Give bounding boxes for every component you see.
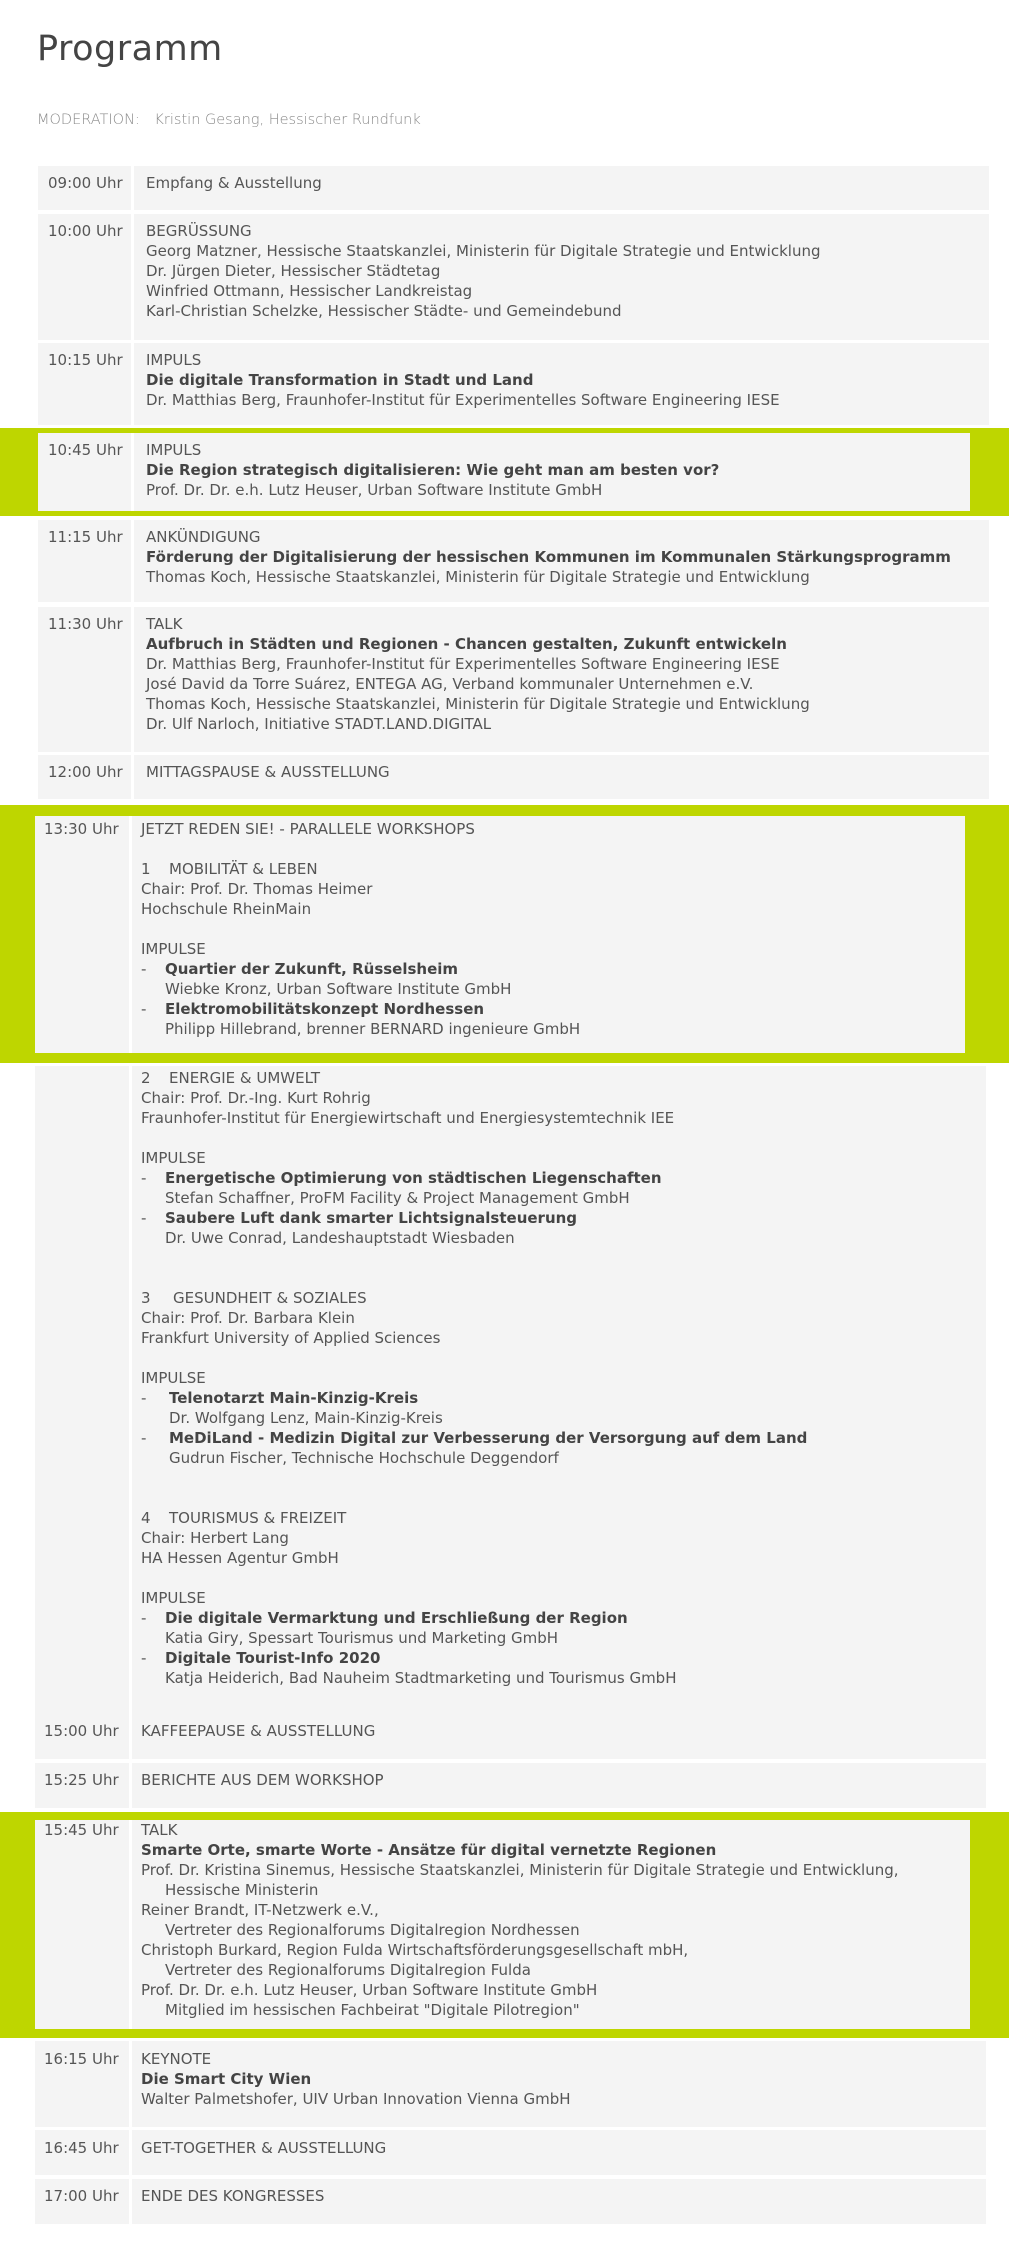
schedule-row [35, 1763, 986, 1808]
time-label: 15:45 Uhr [44, 1821, 119, 1839]
workshop-number: 3 [141, 1289, 151, 1307]
schedule-row [38, 214, 989, 340]
speaker-line: Karl-Christian Schelzke, Hessischer Städte- und Gemeindebund [146, 302, 622, 320]
schedule-row [35, 1820, 970, 2029]
speaker-line: Georg Matzner, Hessische Staatskanzlei, Ministerin für Digitale Strategie und Entwicklung [146, 242, 821, 260]
workshop-title: MOBILITÄT & LEBEN [169, 860, 318, 878]
entry-type: IMPULS [146, 441, 202, 459]
time-label: 12:00 Uhr [48, 763, 123, 781]
speaker-line: Prof. Dr. Dr. e.h. Lutz Heuser, Urban Software Institute GmbH [146, 481, 603, 499]
schedule-row [38, 755, 989, 799]
workshop-number: 1 [141, 860, 151, 878]
schedule-row [38, 166, 989, 210]
impulse-item [141, 1428, 980, 1448]
impulse-speaker: Wiebke Kronz, Urban Software Institute GmbH [165, 980, 512, 998]
entry-type: ANKÜNDIGUNG [146, 528, 261, 546]
workshop-heading [141, 1068, 980, 1088]
bullet: - [141, 1000, 147, 1018]
entry-type: JETZT REDEN SIE! - PARALLELE WORKSHOPS [141, 820, 475, 838]
entry-content [141, 819, 959, 1039]
speaker-line: Thomas Koch, Hessische Staatskanzlei, Ministerin für Digitale Strategie und Entwicklung [146, 695, 810, 713]
time-label: 10:15 Uhr [48, 351, 123, 369]
entry-title: Die Region strategisch digitalisieren: Wie geht man am besten vor? [146, 461, 720, 479]
workshop-institution: HA Hessen Agentur GmbH [141, 1549, 339, 1567]
schedule-row [35, 2179, 986, 2224]
impulse-item [141, 1608, 980, 1628]
moderation-label: MODERATION: [37, 112, 140, 128]
speaker-role: Vertreter des Regionalforums Digitalregion Fulda [165, 1961, 531, 1979]
impulse-speaker: Stefan Schaffner, ProFM Facility & Project Management GmbH [165, 1189, 630, 1207]
divider [131, 214, 134, 340]
entry-content [141, 2138, 980, 2158]
time-label: 17:00 Uhr [44, 2187, 119, 2205]
impulse-label: IMPULSE [141, 1369, 206, 1387]
impulse-item [141, 999, 959, 1019]
schedule-row [35, 2130, 986, 2175]
speaker-line: Thomas Koch, Hessische Staatskanzlei, Ministerin für Digitale Strategie und Entwicklung [146, 568, 810, 586]
entry-title: Förderung der Digitalisierung der hessischen Kommunen im Kommunalen Stärkungsprogramm [146, 548, 951, 566]
speaker-role: Vertreter des Regionalforums Digitalregion Nordhessen [165, 1921, 580, 1939]
impulse-label: IMPULSE [141, 940, 206, 958]
time-label: 10:45 Uhr [48, 441, 123, 459]
bullet: - [141, 1609, 147, 1627]
time-label: 09:00 Uhr [48, 174, 123, 192]
entry-line: ENDE DES KONGRESSES [141, 2187, 325, 2205]
entry-line: GET-TOGETHER & AUSSTELLUNG [141, 2139, 387, 2157]
page-title: Programm [37, 29, 223, 70]
divider [131, 607, 134, 752]
bullet: - [141, 1169, 147, 1187]
time-label: 16:45 Uhr [44, 2139, 119, 2157]
speaker-line: Walter Palmetshofer, UIV Urban Innovation Vienna GmbH [141, 2090, 571, 2108]
impulse-label: IMPULSE [141, 1149, 206, 1167]
entry-content [146, 440, 964, 500]
workshop-heading [141, 1508, 980, 1528]
impulse-title: Elektromobilitätskonzept Nordhessen [165, 1000, 485, 1018]
impulse-title: MeDiLand - Medizin Digital zur Verbesserung der Versorgung auf dem Land [169, 1429, 808, 1447]
divider [129, 816, 132, 1053]
workshop-institution: Frankfurt University of Applied Sciences [141, 1329, 441, 1347]
schedule-row [38, 607, 989, 752]
time-label: 10:00 Uhr [48, 222, 123, 240]
entry-type: KEYNOTE [141, 2050, 212, 2068]
impulse-label: IMPULSE [141, 1589, 206, 1607]
speaker-line: Dr. Matthias Berg, Fraunhofer-Institut für Experimentelles Software Engineering IESE [146, 391, 780, 409]
workshop-chair: Chair: Prof. Dr. Thomas Heimer [141, 880, 373, 898]
impulse-item [141, 1388, 980, 1408]
impulse-item [141, 959, 959, 979]
workshop-heading [141, 859, 959, 879]
impulse-speaker: Katja Heiderich, Bad Nauheim Stadtmarketing und Tourismus GmbH [165, 1669, 677, 1687]
divider [131, 755, 134, 799]
impulse-speaker: Dr. Uwe Conrad, Landeshauptstadt Wiesbaden [165, 1229, 515, 1247]
bullet: - [141, 1209, 147, 1227]
time-label: 16:15 Uhr [44, 2050, 119, 2068]
entry-content [141, 1068, 980, 1688]
entry-line: KAFFEEPAUSE & AUSSTELLUNG [141, 1722, 376, 1740]
bullet: - [141, 960, 147, 978]
entry-content [146, 173, 983, 193]
entry-content [146, 221, 983, 321]
workshop-title: GESUNDHEIT & SOZIALES [173, 1289, 367, 1307]
schedule-row [38, 520, 989, 602]
entry-type: TALK [146, 615, 183, 633]
entry-content [146, 762, 983, 782]
impulse-title: Quartier der Zukunft, Rüsselsheim [165, 960, 459, 978]
divider [131, 433, 134, 511]
schedule-row [38, 343, 989, 425]
entry-content [146, 527, 983, 587]
schedule-row [35, 816, 965, 1053]
impulse-title: Energetische Optimierung von städtischen Liegenschaften [165, 1169, 662, 1187]
entry-content [146, 614, 983, 734]
entry-title: Aufbruch in Städten und Regionen - Chancen gestalten, Zukunft entwickeln [146, 635, 787, 653]
time-label: 15:25 Uhr [44, 1771, 119, 1789]
time-label: 11:30 Uhr [48, 615, 123, 633]
time-label: 11:15 Uhr [48, 528, 123, 546]
impulse-item [141, 1208, 980, 1228]
entry-type: IMPULS [146, 351, 202, 369]
schedule-row [35, 1714, 986, 1759]
entry-line: BERICHTE AUS DEM WORKSHOP [141, 1771, 384, 1789]
impulse-speaker: Gudrun Fischer, Technische Hochschule Deggendorf [169, 1449, 559, 1467]
divider [131, 343, 134, 425]
impulse-title: Saubere Luft dank smarter Lichtsignalsteuerung [165, 1209, 578, 1227]
divider [129, 2179, 132, 2224]
workshop-institution: Hochschule RheinMain [141, 900, 312, 918]
speaker-line: Prof. Dr. Dr. e.h. Lutz Heuser, Urban Software Institute GmbH [141, 1981, 598, 1999]
entry-content [141, 1721, 980, 1741]
moderation-value: Kristin Gesang, Hessischer Rundfunk [154, 112, 421, 128]
divider [129, 1763, 132, 1808]
workshop-number: 2 [141, 1069, 151, 1087]
entry-line: Empfang & Ausstellung [146, 174, 322, 192]
speaker-line: Reiner Brandt, IT-Netzwerk e.V., [141, 1901, 379, 1919]
entry-type: BEGRÜSSUNG [146, 222, 252, 240]
divider [131, 166, 134, 210]
workshop-institution: Fraunhofer-Institut für Energiewirtschaft und Energiesystemtechnik IEE [141, 1109, 675, 1127]
impulse-title: Telenotarzt Main-Kinzig-Kreis [169, 1389, 419, 1407]
divider [129, 2130, 132, 2175]
divider [129, 2041, 132, 2127]
speaker-line: Dr. Jürgen Dieter, Hessischer Städtetag [146, 262, 441, 280]
workshop-chair: Chair: Prof. Dr.-Ing. Kurt Rohrig [141, 1089, 371, 1107]
impulse-speaker: Dr. Wolfgang Lenz, Main-Kinzig-Kreis [169, 1409, 443, 1427]
schedule-row [35, 2041, 986, 2127]
speaker-line: José David da Torre Suárez, ENTEGA AG, Verband kommunaler Unternehmen e.V. [146, 675, 754, 693]
speaker-line: Winfried Ottmann, Hessischer Landkreistag [146, 282, 473, 300]
divider [131, 520, 134, 602]
speaker-role: Mitglied im hessischen Fachbeirat "Digitale Pilotregion" [165, 2001, 580, 2019]
entry-type: TALK [141, 1821, 178, 1839]
schedule-row [35, 1066, 986, 1714]
entry-title: Smarte Orte, smarte Worte - Ansätze für digital vernetzte Regionen [141, 1841, 717, 1859]
workshop-title: ENERGIE & UMWELT [169, 1069, 321, 1087]
workshop-chair: Chair: Prof. Dr. Barbara Klein [141, 1309, 355, 1327]
entry-content [141, 2049, 980, 2109]
impulse-item [141, 1648, 980, 1668]
impulse-title: Die digitale Vermarktung und Erschließung der Region [165, 1609, 628, 1627]
speaker-line: Prof. Dr. Kristina Sinemus, Hessische Staatskanzlei, Ministerin für Digitale Strategie und Entwicklung, [141, 1861, 899, 1879]
entry-content [141, 1820, 964, 2020]
bullet: - [141, 1389, 147, 1407]
workshop-number: 4 [141, 1509, 151, 1527]
speaker-line: Dr. Ulf Narloch, Initiative STADT.LAND.DIGITAL [146, 715, 492, 733]
time-label: 13:30 Uhr [44, 820, 119, 838]
speaker-role: Hessische Ministerin [165, 1881, 319, 1899]
entry-title: Die Smart City Wien [141, 2070, 312, 2088]
impulse-item [141, 1168, 980, 1188]
speaker-line: Christoph Burkard, Region Fulda Wirtschaftsförderungsgesellschaft mbH, [141, 1941, 689, 1959]
bullet: - [141, 1649, 147, 1667]
divider [129, 1066, 132, 1714]
workshop-title: TOURISMUS & FREIZEIT [169, 1509, 347, 1527]
workshop-heading [141, 1288, 980, 1308]
impulse-speaker: Philipp Hillebrand, brenner BERNARD ingenieure GmbH [165, 1020, 581, 1038]
impulse-title: Digitale Tourist-Info 2020 [165, 1649, 381, 1667]
entry-title: Die digitale Transformation in Stadt und Land [146, 371, 534, 389]
moderation [37, 112, 421, 128]
divider [129, 1820, 132, 2029]
workshop-chair: Chair: Herbert Lang [141, 1529, 289, 1547]
divider [129, 1714, 132, 1759]
speaker-line: Dr. Matthias Berg, Fraunhofer-Institut für Experimentelles Software Engineering IESE [146, 655, 780, 673]
schedule-row [38, 433, 970, 511]
entry-line: MITTAGSPAUSE & AUSSTELLUNG [146, 763, 390, 781]
bullet: - [141, 1429, 147, 1447]
impulse-speaker: Katia Giry, Spessart Tourismus und Marketing GmbH [165, 1629, 559, 1647]
entry-content [146, 350, 983, 410]
entry-content [141, 1770, 980, 1790]
time-label: 15:00 Uhr [44, 1722, 119, 1740]
entry-content [141, 2186, 980, 2206]
